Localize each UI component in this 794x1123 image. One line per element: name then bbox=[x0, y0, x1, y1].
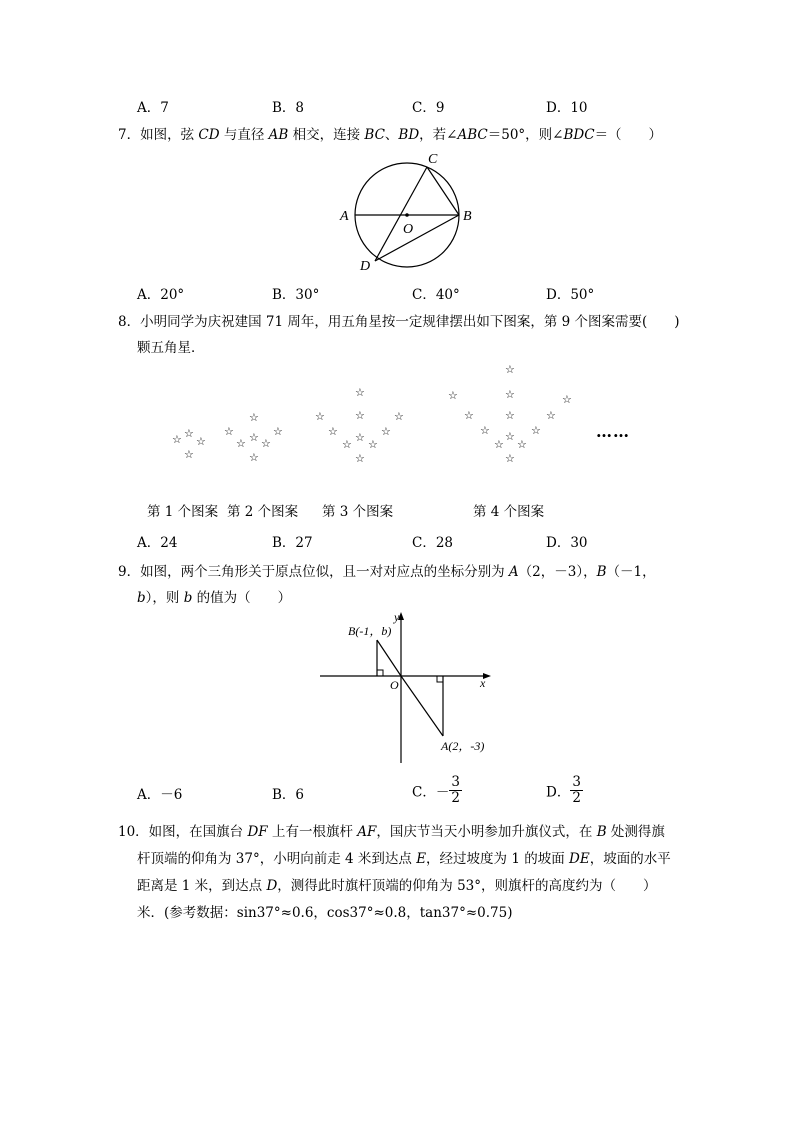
q7-stem-text: 相交，连接 bbox=[288, 127, 365, 143]
star-icon: ☆ bbox=[355, 386, 365, 399]
label-c: C bbox=[428, 152, 438, 167]
star-icon: ☆ bbox=[546, 409, 556, 422]
fraction-numerator: 3 bbox=[451, 774, 460, 790]
triangle-b-hyp bbox=[377, 640, 401, 676]
star-icon: ☆ bbox=[328, 425, 338, 438]
star-icon: ☆ bbox=[196, 435, 206, 448]
fraction bbox=[449, 775, 462, 806]
q10-stem-line3 bbox=[137, 874, 657, 894]
q8-stem-line2: 颗五角星． bbox=[137, 340, 205, 356]
q10-stem-var: DE bbox=[569, 851, 590, 867]
q9-stem-var: b bbox=[137, 590, 146, 606]
fraction-denominator: 2 bbox=[572, 790, 581, 806]
star-icon: ☆ bbox=[355, 409, 365, 422]
q8-option-b[interactable]: B．27 bbox=[272, 535, 313, 551]
label-b: B bbox=[463, 209, 472, 224]
q7-stem-var: ABC bbox=[457, 127, 488, 143]
label-o: O bbox=[403, 222, 414, 237]
q6-option-b[interactable]: B．8 bbox=[272, 100, 305, 116]
option-prefix: C．－ bbox=[412, 784, 450, 801]
star-icon: ☆ bbox=[517, 438, 527, 451]
fraction-numerator: 3 bbox=[572, 774, 581, 790]
q7-stem-text: 、 bbox=[384, 127, 399, 143]
q10-stem-text: ，国庆节当天小明参加升旗仪式，在 bbox=[376, 824, 597, 840]
q7-option-c[interactable]: C．40° bbox=[412, 287, 460, 303]
q10-stem-line2 bbox=[137, 847, 671, 867]
q7-option-d[interactable]: D．50° bbox=[546, 287, 595, 303]
q10-stem-line4: 米．(参考数据：sin37°≈0.6，cos37°≈0.8，tan37°≈0.75) bbox=[137, 905, 513, 921]
label-x: x bbox=[480, 676, 486, 690]
caption-pattern-4: 第 4 个图案 bbox=[473, 504, 545, 520]
q10-stem-text: 10．如图，在国旗台 bbox=[118, 824, 248, 840]
fraction bbox=[570, 775, 583, 806]
star-icon: ☆ bbox=[184, 448, 194, 461]
star-icon: ☆ bbox=[236, 437, 246, 450]
label-a-point: A(2，-3) bbox=[441, 739, 485, 753]
q9-coordinate-figure bbox=[315, 608, 495, 768]
q9-stem-text: ），则 bbox=[145, 590, 184, 606]
q9-stem-var: A bbox=[508, 564, 519, 580]
q10-stem-line1 bbox=[118, 820, 665, 840]
q10-stem-text: 处测得旗 bbox=[606, 824, 665, 840]
star-icon: ☆ bbox=[261, 437, 271, 450]
q7-stem-var: BDC bbox=[563, 127, 595, 143]
q7-number: 7． bbox=[118, 127, 141, 143]
q7-stem-text: ＝50°，则∠ bbox=[487, 127, 564, 143]
right-angle-mark bbox=[377, 670, 383, 676]
label-a: A bbox=[340, 209, 349, 224]
q10-stem-text: ，测得此时旗杆顶端的仰角为 53°，则旗杆的高度约为（ ） bbox=[277, 878, 657, 894]
q10-stem-text: 杆顶端的仰角为 37°，小明向前走 4 米到达点 bbox=[137, 851, 417, 867]
star-icon: ☆ bbox=[505, 388, 515, 401]
star-icon: ☆ bbox=[464, 409, 474, 422]
q8-stem-line1: 8．小明同学为庆祝建国 71 周年，用五角星按一定规律摆出如下图案，第 9 个图案需要( ) bbox=[118, 314, 680, 330]
q7-stem-var: AB bbox=[268, 127, 289, 143]
q7-stem-text: ，若∠ bbox=[419, 127, 458, 143]
triangle-a-hyp bbox=[401, 676, 443, 736]
star-icon: ☆ bbox=[342, 438, 352, 451]
q9-stem-var: b bbox=[183, 590, 193, 606]
label-b-point: B(-1，b) bbox=[348, 624, 392, 638]
q7-stem-text: ＝（ ） bbox=[594, 127, 663, 143]
q10-stem-var: D bbox=[266, 878, 278, 894]
star-icon: ☆ bbox=[505, 430, 515, 443]
star-icon: ☆ bbox=[448, 389, 458, 402]
q7-option-b[interactable]: B．30° bbox=[272, 287, 320, 303]
q10-stem-text: 上有一根旗杆 bbox=[267, 824, 358, 840]
q7-stem-text: 与直径 bbox=[219, 127, 269, 143]
q10-stem-text: ，坡面的水平 bbox=[589, 851, 671, 867]
fraction-denominator: 2 bbox=[451, 790, 460, 806]
q6-option-d[interactable]: D．10 bbox=[546, 100, 588, 116]
q7-circle-figure bbox=[330, 148, 480, 278]
q9-option-c[interactable] bbox=[412, 775, 462, 806]
label-d: D bbox=[360, 259, 371, 274]
q7-stem-var: BD bbox=[398, 127, 420, 143]
q9-stem-line1 bbox=[118, 560, 656, 580]
q8-option-d[interactable]: D．30 bbox=[546, 535, 588, 551]
q7-option-a[interactable]: A．20° bbox=[137, 287, 185, 303]
star-icon: ☆ bbox=[315, 410, 325, 423]
q9-stem-text: （2，－3）， bbox=[518, 564, 597, 580]
star-icon: ☆ bbox=[394, 410, 404, 423]
star-icon: ☆ bbox=[184, 427, 194, 440]
q9-stem-text: 的值为（ ） bbox=[192, 590, 292, 606]
q10-stem-text: ，经过坡度为 1 的坡面 bbox=[426, 851, 570, 867]
segment-bc bbox=[427, 167, 459, 215]
caption-pattern-2: 第 2 个图案 bbox=[227, 504, 299, 520]
star-icon: ☆ bbox=[381, 425, 391, 438]
q6-option-a[interactable]: A．7 bbox=[137, 100, 169, 116]
right-angle-mark bbox=[437, 676, 443, 682]
q9-stem-var: B bbox=[596, 564, 607, 580]
q6-option-c[interactable]: C．9 bbox=[412, 100, 445, 116]
star-icon: ☆ bbox=[531, 424, 541, 437]
star-icon: ☆ bbox=[249, 451, 259, 464]
q10-stem-var: DF bbox=[247, 824, 268, 840]
q8-option-c[interactable]: C．28 bbox=[412, 535, 454, 551]
q7-stem-text: 如图，弦 bbox=[140, 127, 199, 143]
star-icon: ☆ bbox=[355, 431, 365, 444]
star-icon: ☆ bbox=[505, 409, 515, 422]
center-point bbox=[405, 213, 409, 217]
label-y: y bbox=[394, 610, 400, 624]
q9-stem-text: （－1， bbox=[606, 564, 656, 580]
star-icon: ☆ bbox=[494, 438, 504, 451]
star-icon: ☆ bbox=[505, 363, 515, 376]
q7-stem bbox=[118, 123, 662, 143]
q9-stem-line2 bbox=[137, 586, 291, 606]
q10-stem-var: AF bbox=[357, 824, 377, 840]
star-icon: ☆ bbox=[505, 452, 515, 465]
ellipsis: …… bbox=[596, 422, 630, 441]
label-origin: O bbox=[390, 678, 399, 692]
q10-stem-text: 距离是 1 米，到达点 bbox=[137, 878, 267, 894]
caption-pattern-1: 第 1 个图案 bbox=[147, 504, 219, 520]
star-icon: ☆ bbox=[273, 425, 283, 438]
star-icon: ☆ bbox=[355, 452, 365, 465]
star-icon: ☆ bbox=[172, 433, 182, 446]
star-icon: ☆ bbox=[249, 431, 259, 444]
star-icon: ☆ bbox=[224, 425, 234, 438]
q10-stem-var: E bbox=[416, 851, 427, 867]
star-icon: ☆ bbox=[368, 438, 378, 451]
star-icon: ☆ bbox=[249, 411, 259, 424]
q7-stem-var: BC bbox=[364, 127, 385, 143]
star-icon: ☆ bbox=[480, 424, 490, 437]
q8-option-a[interactable]: A．24 bbox=[137, 535, 178, 551]
star-icon: ☆ bbox=[562, 393, 572, 406]
q10-stem-var: B bbox=[596, 824, 607, 840]
q9-option-b[interactable]: B．6 bbox=[272, 787, 305, 803]
caption-pattern-3: 第 3 个图案 bbox=[322, 504, 394, 520]
q7-stem-var: CD bbox=[198, 127, 220, 143]
q9-option-d[interactable] bbox=[546, 775, 583, 806]
option-prefix: D． bbox=[546, 784, 571, 801]
q9-option-a[interactable]: A．－6 bbox=[137, 787, 183, 803]
q9-stem-text: 9．如图，两个三角形关于原点位似，且一对对应点的坐标分别为 bbox=[118, 564, 509, 580]
